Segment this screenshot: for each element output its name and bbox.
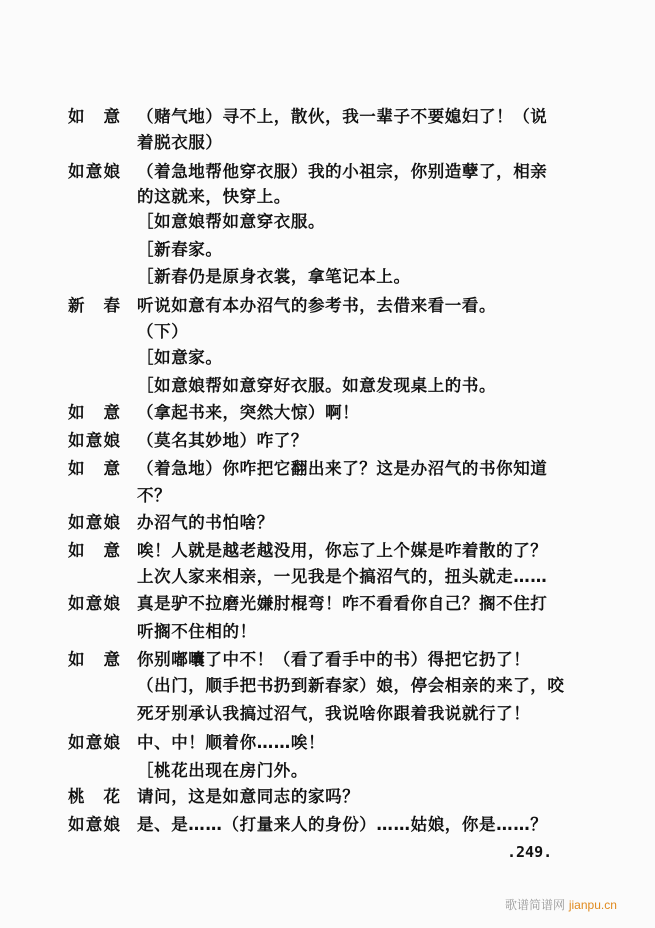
watermark: [505, 896, 617, 913]
dialogue-text: ［新春仍是原身衣裳，拿笔记本上。: [137, 267, 411, 286]
speaker-name: 如意: [68, 403, 120, 422]
speaker-name: 如意: [68, 541, 120, 560]
dialogue-text: 唉！人就是越老越没用，你忘了上个媒是咋着散的了？: [137, 541, 548, 560]
dialogue-text: 上次人家来相亲，一见我是个搞沼气的，扭头就走……: [137, 567, 548, 586]
dialogue-line: [0, 160, 655, 184]
dialogue-line: [0, 674, 655, 698]
dialogue-text: （莫名其妙地）咋了？: [137, 431, 308, 450]
dialogue-text: 死牙别承认我搞过沼气，我说啥你跟着我说就行了！: [137, 704, 531, 723]
speaker-name: 桃花: [68, 787, 120, 806]
dialogue-text: 听搁不住相的！: [137, 622, 257, 641]
dialogue-text: 你别嘟囔了中不！（看了看手中的书）得把它扔了！: [137, 650, 531, 669]
dialogue-line: [0, 731, 655, 755]
speaker-name: 新春: [68, 296, 120, 315]
dialogue-line: [0, 374, 655, 398]
dialogue-line: [0, 320, 655, 344]
dialogue-line: [0, 210, 655, 234]
dialogue-line: [0, 238, 655, 262]
speaker-name: 如意: [68, 650, 120, 669]
speaker-name: 如意娘: [68, 431, 120, 450]
dialogue-line: [0, 429, 655, 453]
dialogue-line: [0, 185, 655, 209]
dialogue-text: 中、中！顺着你……唉！: [137, 733, 326, 752]
dialogue-text: （出门，顺手把书扔到新春家）娘，停会相亲的来了，咬: [137, 676, 565, 695]
dialogue-text: （拿起书来，突然大惊）啊！: [137, 403, 360, 422]
dialogue-text: ［如意娘帮如意穿好衣服。如意发现桌上的书。: [137, 376, 497, 395]
speaker-name: 如意娘: [68, 513, 120, 532]
dialogue-line: [0, 702, 655, 726]
dialogue-line: [0, 648, 655, 672]
dialogue-text: 办沼气的书怕啥？: [137, 513, 274, 532]
dialogue-line: [0, 539, 655, 563]
speaker-name: 如意: [68, 459, 120, 478]
dialogue-line: [0, 105, 655, 129]
dialogue-text: （下）: [137, 322, 189, 341]
dialogue-text: 不？: [137, 486, 172, 505]
dialogue-text: 着脱衣服）: [137, 133, 223, 152]
dialogue-line: [0, 457, 655, 481]
watermark-cn: 歌谱简谱网: [505, 898, 566, 912]
speaker-name: 如意: [68, 107, 120, 126]
page-number: .249.: [507, 843, 553, 861]
dialogue-text: 是、是……（打量来人的身份）……姑娘，你是……？: [137, 815, 548, 834]
dialogue-text: ［如意娘帮如意穿衣服。: [137, 212, 326, 231]
dialogue-text: ［新春家。: [137, 240, 223, 259]
dialogue-line: [0, 511, 655, 535]
dialogue-line: [0, 294, 655, 318]
dialogue-line: [0, 401, 655, 425]
speaker-name: 如意娘: [68, 162, 120, 181]
dialogue-text: （着急地帮他穿衣服）我的小祖宗，你别造孽了，相亲: [137, 162, 548, 181]
dialogue-text: 真是驴不拉磨光嫌肘棍弯！咋不看看你自己？搁不住打: [137, 594, 548, 613]
watermark-en: jianpu.cn: [568, 898, 617, 912]
dialogue-line: [0, 346, 655, 370]
dialogue-text: （着急地）你咋把它翻出来了？这是办沼气的书你知道: [137, 459, 548, 478]
speaker-name: 如意娘: [68, 733, 120, 752]
dialogue-line: [0, 620, 655, 644]
speaker-name: 如意娘: [68, 594, 120, 613]
dialogue-text: 请问，这是如意同志的家吗？: [137, 787, 360, 806]
dialogue-line: [0, 592, 655, 616]
dialogue-line: [0, 565, 655, 589]
dialogue-text: 听说如意有本办沼气的参考书，去借来看一看。: [137, 296, 497, 315]
dialogue-text: ［桃花出现在房门外。: [137, 761, 308, 780]
speaker-name: 如意娘: [68, 815, 120, 834]
dialogue-text: 的这就来，快穿上。: [137, 187, 291, 206]
dialogue-line: [0, 813, 655, 837]
dialogue-line: [0, 484, 655, 508]
dialogue-line: [0, 759, 655, 783]
dialogue-line: [0, 265, 655, 289]
dialogue-line: [0, 785, 655, 809]
dialogue-text: （赌气地）寻不上，散伙，我一辈子不要媳妇了！（说: [137, 107, 548, 126]
dialogue-text: ［如意家。: [137, 348, 223, 367]
dialogue-line: [0, 131, 655, 155]
